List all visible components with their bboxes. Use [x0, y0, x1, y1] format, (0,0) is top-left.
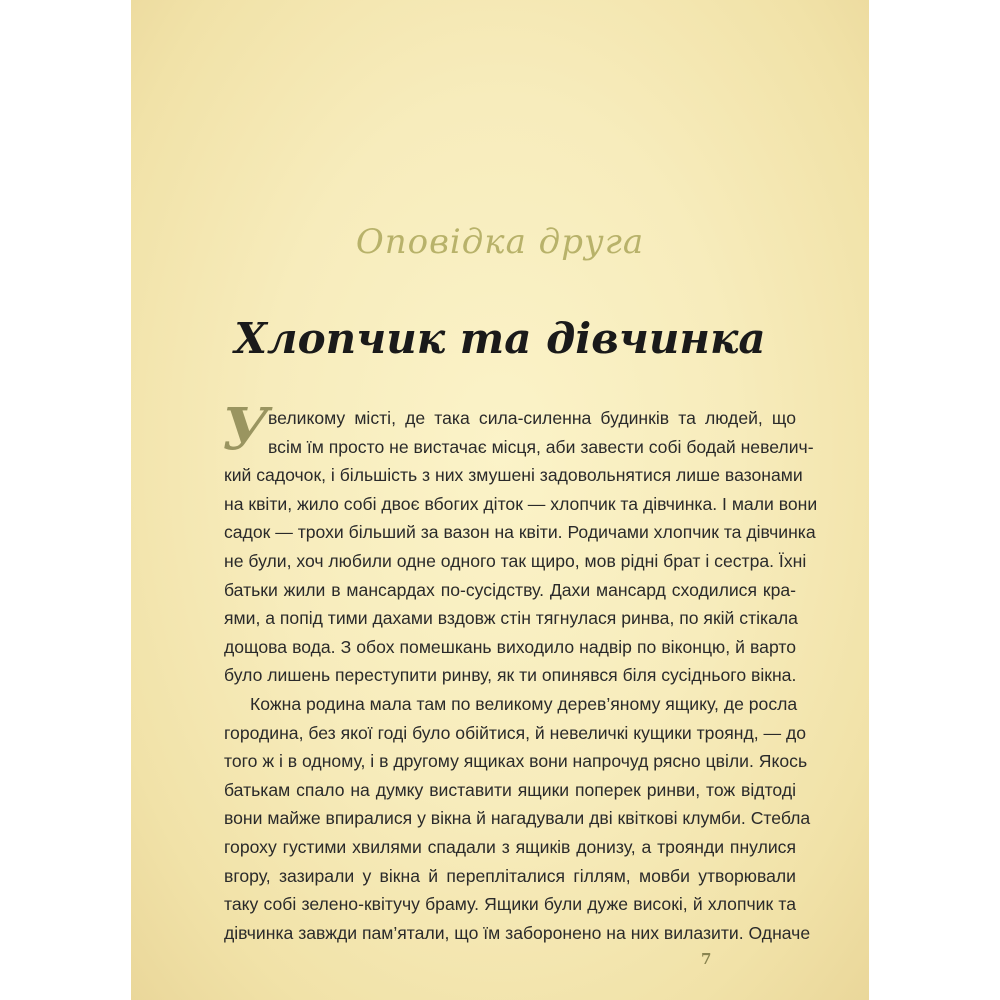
- text-line: батьки жили в мансардах по-сусідству. Дахи мансард сходилися кра-: [224, 579, 796, 600]
- chapter-label: Оповідка друга: [355, 222, 645, 262]
- text-line: всім їм просто не вистачає місця, аби завести собі бодай невелич-: [268, 436, 814, 457]
- text-line: батькам спало на думку виставити ящики поперек ринви, тож відтоді: [224, 779, 796, 800]
- story-text: [222, 395, 818, 947]
- text-line: вгору, зазирали у вікна й переплiталися гіллям, мовби утворювали: [224, 865, 796, 886]
- text-line: кий садочок, і більшість з них змушені задовольнятися лише вазонами: [224, 465, 803, 486]
- text-line: на квіти, жило собі двоє вбогих діток — хлопчик та дівчинка. І мали вони: [224, 493, 818, 514]
- text-line: дівчинка завжди пам’ятали, що їм заборонено на них вилазити. Одначе: [224, 922, 811, 943]
- book-page: [131, 0, 869, 1000]
- text-line: городина, без якої годі було обійтися, й невеличкі кущики троянд, — до: [224, 722, 807, 743]
- text-line: було лишень переступити ринву, як ти опинявся біля сусіднього вікна.: [224, 665, 797, 686]
- text-line: вони майже впиралися у вікна й нагадували дві квіткові клумби. Стебла: [224, 808, 811, 829]
- page-number: 7: [701, 950, 712, 968]
- chapter-title: Хлопчик та дівчинка: [234, 314, 766, 363]
- text-line: не були, хоч любили одне одного так щиро, мов рідні брат і сестра. Їхні: [224, 550, 807, 571]
- text-line: садок — трохи більший за вазон на квіти. Родичами хлопчик та дівчинка: [224, 522, 816, 543]
- text-line: ями, а попід тими дахами вздовж стін тягнулася ринва, по якій стікала: [224, 608, 798, 629]
- text-line: Кожна родина мала там по великому дерев’яному ящику, де росла: [250, 693, 798, 714]
- text-line: великому місті, де така сила-силенна будинків та людей, що: [268, 408, 796, 428]
- text-line: дощова вода. З обох помешкань виходило надвір по віконцю, й варто: [224, 636, 796, 657]
- text-line: таку собі зелено-квітучу браму. Ящики були дуже високі, й хлопчик та: [224, 894, 796, 915]
- drop-cap: У: [222, 395, 270, 463]
- text-line: гороху густими хвилями спадали з ящиків донизу, а троянди пнулися: [224, 836, 796, 857]
- text-line: того ж і в одному, і в другому ящиках вони напрочуд рясно цвіли. Якось: [224, 751, 808, 772]
